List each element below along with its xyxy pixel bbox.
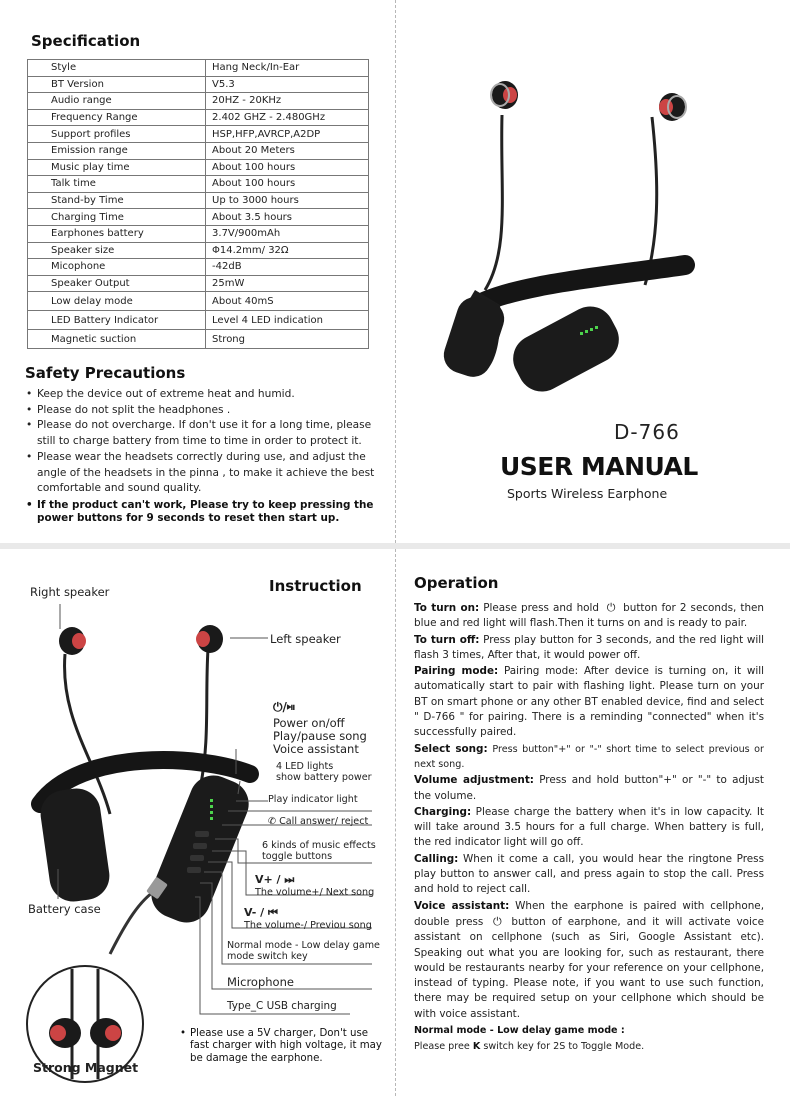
spec-label: BT Version bbox=[28, 76, 206, 93]
spec-row bbox=[28, 142, 369, 159]
spec-label: LED Battery Indicator bbox=[28, 311, 206, 330]
power-function-label: Voice assistant bbox=[273, 742, 359, 756]
operation-text bbox=[414, 600, 764, 1056]
charging-paragraph: Charging: Please charge the battery when it's in low capacity. It will take around 3.5 hours for a full charge. When battery is full, the red indicator light will go off. bbox=[414, 805, 764, 849]
spec-row bbox=[28, 259, 369, 276]
spec-row bbox=[28, 311, 369, 330]
power-function-label: Power on/off bbox=[273, 716, 345, 730]
spec-row bbox=[28, 275, 369, 292]
manual-inner-page bbox=[0, 549, 790, 1096]
volume-down-symbol: V- / ⏮ bbox=[244, 906, 278, 919]
safety-item: • Keep the device out of extreme heat and humid. bbox=[26, 387, 376, 403]
spec-row bbox=[28, 192, 369, 209]
volume-up-symbol: V+ / ⏭ bbox=[255, 873, 295, 886]
charger-note: • Please use a 5V charger, Don't use fast charger with high voltage, it may be damage the earphone. bbox=[180, 1028, 382, 1064]
earphone-illustration bbox=[430, 70, 730, 415]
k-key-label: K bbox=[472, 1041, 481, 1053]
spec-value: Level 4 LED indication bbox=[206, 311, 369, 330]
model-number: D-766 bbox=[614, 420, 680, 444]
safety-reset-note: • If the product can't work, Please try to keep pressing the power buttons for 9 seconds to reset then start up. bbox=[26, 499, 376, 526]
mode-switch-label: mode switch key bbox=[227, 951, 308, 962]
fold-line bbox=[395, 0, 396, 543]
charger-note-text: Please use a 5V charger, Don't use fast charger with high voltage, it may be damage the earphone. bbox=[190, 1028, 382, 1064]
power-icon: ⏻ bbox=[493, 914, 502, 928]
spec-value: About 100 hours bbox=[206, 159, 369, 176]
spec-label: Earphones battery bbox=[28, 225, 206, 242]
spec-value: V5.3 bbox=[206, 76, 369, 93]
volume-up-label: The volume+/ Next song bbox=[255, 887, 375, 898]
right-speaker-label: Right speaker bbox=[30, 585, 110, 599]
spec-row bbox=[28, 109, 369, 126]
spec-label: Speaker Output bbox=[28, 275, 206, 292]
spec-row bbox=[28, 93, 369, 110]
spec-value: 25mW bbox=[206, 275, 369, 292]
spec-label: Speaker size bbox=[28, 242, 206, 259]
spec-value: Up to 3000 hours bbox=[206, 192, 369, 209]
spec-row bbox=[28, 76, 369, 93]
microphone-label: Microphone bbox=[227, 975, 294, 989]
spec-row bbox=[28, 209, 369, 226]
power-icon: ⏻ bbox=[606, 601, 616, 614]
spec-value: HSP,HFP,AVRCP,A2DP bbox=[206, 126, 369, 143]
spec-value: 2.402 GHZ - 2.480GHz bbox=[206, 109, 369, 126]
spec-value: About 100 hours bbox=[206, 176, 369, 193]
volume-paragraph: Volume adjustment: Press and hold button"+" or "-" to adjust the volume. bbox=[414, 774, 764, 802]
manual-title: USER MANUAL bbox=[500, 452, 698, 481]
left-speaker-label: Left speaker bbox=[270, 632, 341, 646]
battery-case-label: Battery case bbox=[28, 902, 101, 916]
spec-value: About 40mS bbox=[206, 292, 369, 311]
manual-subtitle: Sports Wireless Earphone bbox=[507, 486, 668, 501]
spec-value: Hang Neck/In-Ear bbox=[206, 60, 369, 77]
spec-label: Stand-by Time bbox=[28, 192, 206, 209]
spec-row bbox=[28, 330, 369, 349]
specification-table bbox=[27, 59, 369, 349]
led-lights-label: 4 LED lights bbox=[276, 761, 334, 772]
spec-label: Frequency Range bbox=[28, 109, 206, 126]
safety-item: • Please do not overcharge. If don't use it for a long time, please still to charge battery from time to time in order to protect it. bbox=[26, 418, 376, 449]
spec-row bbox=[28, 176, 369, 193]
voice-assistant-paragraph: Voice assistant: When the earphone is paired with cellphone, double press ⏻ button of earphone, and it will activate voice assistant on cellphone (such as Siri, Google Assistant etc). Speaking out what you are looking for, such as restaurant, there would be restaurants nearby for your reference on your cellphone, instead of typing. Please note, if you want to use such function, there may be required setup on your cellphone which should be with voice assistant. bbox=[414, 899, 764, 1020]
spec-row bbox=[28, 242, 369, 259]
fold-line bbox=[395, 549, 396, 1096]
spec-label: Micophone bbox=[28, 259, 206, 276]
spec-row bbox=[28, 126, 369, 143]
normal-mode-heading: Normal mode - Low delay game mode : bbox=[414, 1025, 625, 1037]
power-function-label: Play/pause song bbox=[273, 729, 367, 743]
safety-title: Safety Precautions bbox=[25, 364, 186, 382]
spec-label: Emission range bbox=[28, 142, 206, 159]
mode-switch-label: Normal mode - Low delay game bbox=[227, 940, 380, 951]
spec-row bbox=[28, 292, 369, 311]
instruction-title: Instruction bbox=[269, 577, 362, 595]
spec-value: Φ14.2mm/ 32Ω bbox=[206, 242, 369, 259]
spec-label: Style bbox=[28, 60, 206, 77]
safety-item: • Please wear the headsets correctly during use, and adjust the angle of the headsets in the pinna , to make it achieve the best comfortable and sound quality. bbox=[26, 450, 376, 497]
usb-charging-label: Type_C USB charging bbox=[227, 1000, 337, 1012]
volume-down-label: The volume-/ Previou song bbox=[244, 920, 372, 931]
led-lights-label: show battery power bbox=[276, 772, 372, 783]
spec-row bbox=[28, 159, 369, 176]
turn-on-paragraph: To turn on: Please press and hold ⏻ button for 2 seconds, then blue and red light will flash.Then it turns on and is ready to pair. bbox=[414, 601, 765, 630]
calling-paragraph: Calling: When it come a call, you would hear the ringtone Press play button to answer call, and press again to stop the call. Press and hold to reject call. bbox=[414, 852, 764, 896]
spec-value: Strong bbox=[206, 330, 369, 349]
spec-label: Charging Time bbox=[28, 209, 206, 226]
strong-magnet-label: Strong Magnet bbox=[33, 1060, 139, 1075]
spec-value: About 3.5 hours bbox=[206, 209, 369, 226]
call-label bbox=[268, 816, 368, 827]
spec-value: 20HZ - 20KHz bbox=[206, 93, 369, 110]
safety-list bbox=[26, 387, 376, 526]
safety-item: • Please do not split the headphones . bbox=[26, 403, 376, 419]
normal-mode-paragraph: Please pree K switch key for 2S to Toggle Mode. bbox=[414, 1041, 645, 1053]
turn-off-paragraph: To turn off: Press play button for 3 seconds, and the red light will flash 3 times, After that, it would power off. bbox=[414, 633, 765, 661]
spec-label: Support profiles bbox=[28, 126, 206, 143]
pairing-paragraph: Pairing mode: Pairing mode: After device is turning on, it will automatically start to pair with flashing light. Please turn on your BT on smart phone or any other BT enabled device, find and select " D-766 " for pairing. There is a reminding "connected" when it's successfully paired. bbox=[414, 665, 764, 739]
spec-value: -42dB bbox=[206, 259, 369, 276]
play-indicator-label: Play indicator light bbox=[268, 794, 358, 805]
music-effects-label: 6 kinds of music effects bbox=[262, 840, 376, 851]
spec-label: Talk time bbox=[28, 176, 206, 193]
spec-row bbox=[28, 225, 369, 242]
music-effects-label: toggle buttons bbox=[262, 851, 333, 862]
spec-value: About 20 Meters bbox=[206, 142, 369, 159]
spec-label: Low delay mode bbox=[28, 292, 206, 311]
spec-label: Audio range bbox=[28, 93, 206, 110]
phone-icon: ✆ bbox=[268, 816, 280, 827]
spec-label: Magnetic suction bbox=[28, 330, 206, 349]
select-song-paragraph: Select song: Press button"+" or "-" short time to select previous or next song. bbox=[414, 742, 764, 770]
spec-value: 3.7V/900mAh bbox=[206, 225, 369, 242]
spec-row bbox=[28, 60, 369, 77]
operation-title: Operation bbox=[414, 574, 499, 592]
specification-title: Specification bbox=[31, 32, 141, 50]
power-button-symbol: ⏻/⏯ bbox=[273, 700, 295, 714]
spec-label: Music play time bbox=[28, 159, 206, 176]
manual-cover-page bbox=[0, 0, 790, 543]
call-label-text: Call answer/ reject bbox=[279, 816, 369, 827]
